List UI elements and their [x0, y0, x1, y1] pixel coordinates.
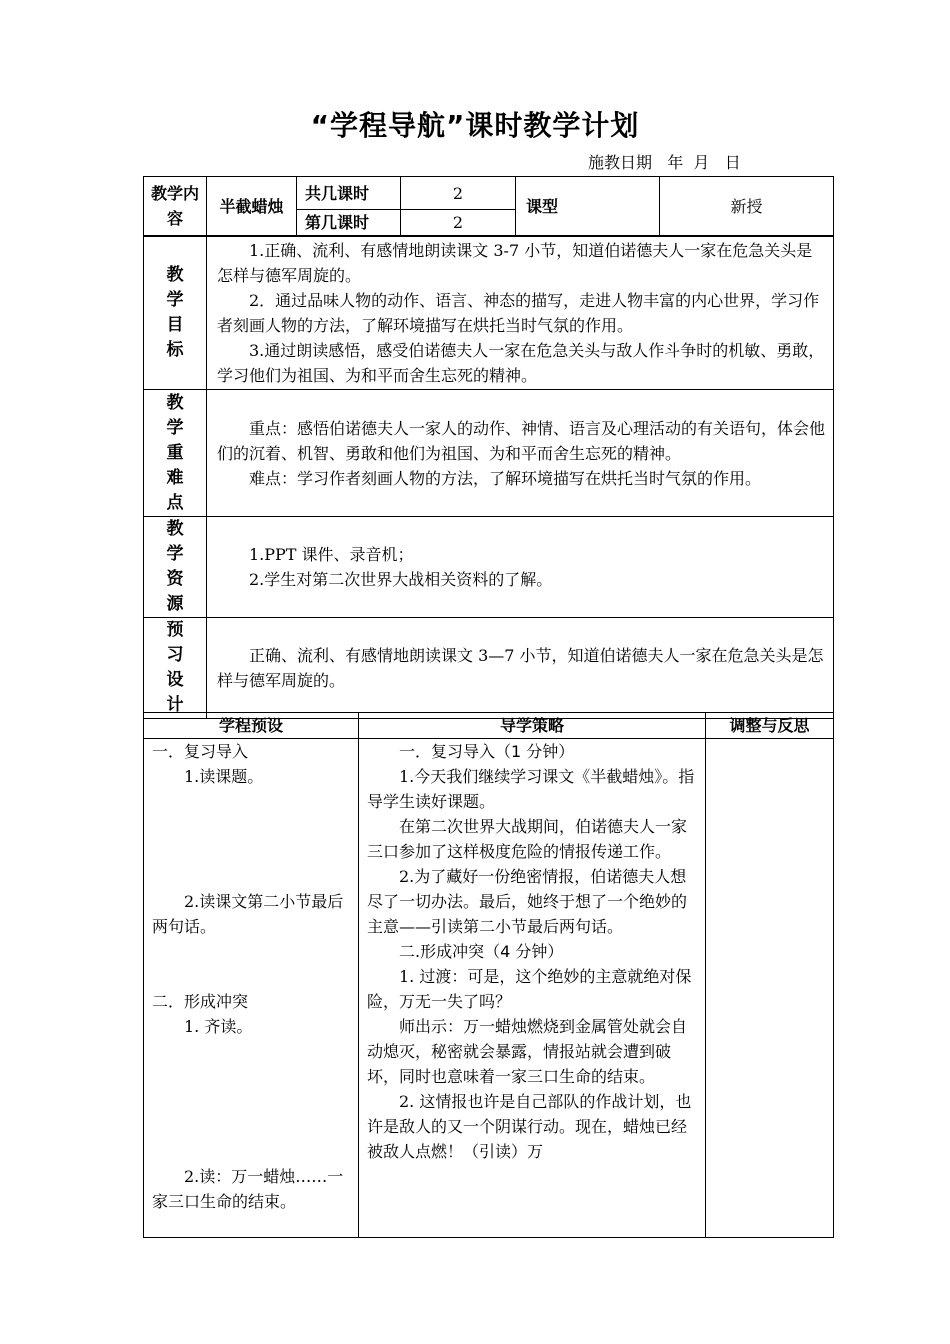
objectives-label: 教 学 目 标: [144, 237, 207, 390]
lesson-no-value: 2: [401, 210, 516, 236]
learning-column: 一．复习导入 1.读课题。 2.读课文第二小节最后两句话。 二．形成冲突 1. 齐读。 2.读：万一蜡烛……一家三口生命的结束。: [144, 739, 359, 1238]
col-header-learning: 学程预设: [144, 713, 359, 739]
total-lessons-value: 2: [401, 177, 516, 210]
date-line: 施教日期 年 月 日: [588, 153, 741, 172]
plan-table-process: [143, 712, 834, 1238]
resources-label: 教 学 资 源: [144, 517, 207, 618]
page-title: “学程导航”课时教学计划: [310, 109, 640, 142]
strategy-column: 一．复习导入（1 分钟） 1.今天我们继续学习课文《半截蜡烛》。指导学生读好课题。 在第二次世界大战期间，伯诺德夫人一家三口参加了这样极度危险的情报传递工作。 2.为了藏好一份绝密情报，伯诺德夫人想尽了一切办法。最后，她终于想了一个绝妙的主意——引读第二小节最后两句话。 二.形成冲突（4 分钟） 1. 过渡：可是，这个绝妙的主意就绝对保险，万无一失了吗？ 师出示：万一蜡烛燃烧到金属管处就会自动熄灭，秘密就会暴露，情报站就会遭到破坏，同时也意味着一家三口生命的结束。 2. 这情报也许是自己部队的作战计划，也许是敌人的又一个阴谋行动。现在，蜡烛已经被敌人点燃！（引读）万: [359, 739, 706, 1238]
plan-table-top: [143, 176, 834, 236]
total-lessons-label: 共几课时: [297, 177, 401, 210]
col-header-strategy: 导学策略: [359, 713, 706, 739]
content-label: 教学内容: [144, 177, 207, 236]
content-value: 半截蜡烛: [207, 177, 297, 236]
objectives-text: 1.正确、流利、有感情地朗读课文 3-7 小节，知道伯诺德夫人一家在危急关头是怎样与德军周旋的。 2．通过品味人物的动作、语言、神态的描写，走进人物丰富的内心世界，学习作者刻画人物的方法，了解环境描写在烘托当时气氛的作用。 3.通过朗读感悟，感受伯诺德夫人一家在危急关头与敌人作斗争时的机敏、勇敢，学习他们为祖国、为和平而舍生忘死的精神。: [207, 237, 834, 390]
resources-text: 1.PPT 课件、录音机； 2.学生对第二次世界大战相关资料的了解。: [207, 517, 834, 618]
key-points-label: 教 学 重 难 点: [144, 390, 207, 517]
reflection-column: [706, 739, 834, 1238]
preview-label: 预 习 设 计: [144, 618, 207, 719]
col-header-reflection: 调整与反思: [706, 713, 834, 739]
key-points-text: 重点：感悟伯诺德夫人一家人的动作、神情、语言及心理活动的有关语句，体会他们的沉着、机智、勇敢和他们为祖国、为和平而舍生忘死的精神。 难点：学习作者刻画人物的方法，了解环境描写在烘托当时气氛的作用。: [207, 390, 834, 517]
type-label: 课型: [516, 177, 660, 236]
lesson-no-label: 第几课时: [297, 210, 401, 236]
type-value: 新授: [660, 177, 834, 236]
plan-table-body: [143, 236, 834, 719]
preview-text: 正确、流利、有感情地朗读课文 3—7 小节，知道伯诺德夫人一家在危急关头是怎样与德军周旋的。: [207, 618, 834, 719]
